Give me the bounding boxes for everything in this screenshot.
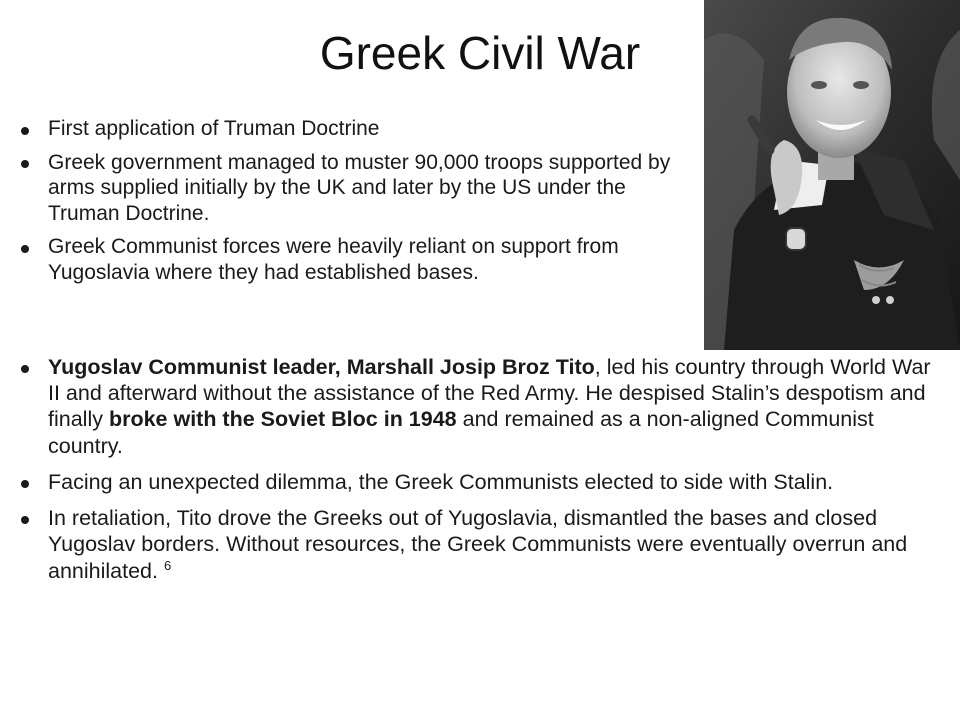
tito-text-1: , led his country through World War II and afterward without the assistance of the Red Army. He despised Stalin’s despotism and finally bbox=[48, 355, 931, 432]
bullet-tito bbox=[18, 354, 938, 459]
bullet-greek-government: Greek government managed to muster 90,000 troops supported by arms supplied initially by the UK and later by the US under the Truman Doctrine. bbox=[18, 150, 688, 227]
slide-title: Greek Civil War bbox=[319, 27, 641, 79]
retaliation-text: In retaliation, Tito drove the Greeks out of Yugoslavia, dismantled the bases and closed Yugoslav borders. Without resources, the Greek Communists were eventually overrun and annihilated. bbox=[48, 506, 908, 583]
bullet-greek-communists: Greek Communist forces were heavily reliant on support from Yugoslavia where they had established bases. bbox=[18, 234, 688, 285]
top-bullet-list bbox=[18, 116, 688, 294]
bold-broke-soviet-bloc: broke with the Soviet Bloc in 1948 bbox=[108, 407, 457, 432]
portrait-illustration bbox=[704, 0, 960, 350]
bullet-truman-doctrine: First application of Truman Doctrine bbox=[18, 116, 688, 142]
bullet-dilemma: Facing an unexpected dilemma, the Greek Communists elected to side with Stalin. bbox=[18, 469, 938, 495]
tito-text-2: and remained as a non-aligned Communist country. bbox=[48, 407, 874, 458]
bullet-retaliation bbox=[18, 505, 938, 584]
footnote-number: 6 bbox=[163, 557, 172, 573]
bold-tito-leader: Yugoslav Communist leader, Marshall Josip Broz Tito bbox=[48, 355, 595, 379]
tito-portrait-photo bbox=[704, 0, 960, 350]
bottom-bullet-list bbox=[18, 354, 938, 594]
